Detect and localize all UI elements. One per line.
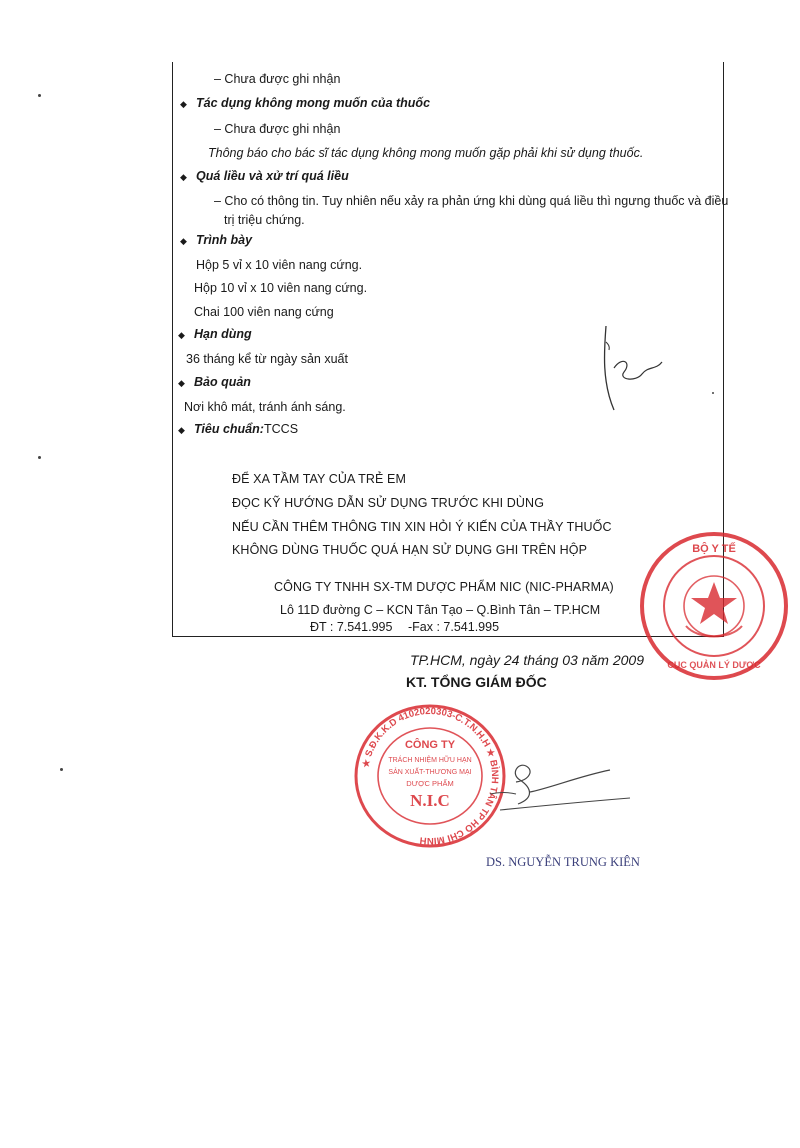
company-seal-ring-text: ★ S.Đ.K.K.D 4102020303-C.T.N.H.H ★ BÌNH TÂN TP HỒ CHÍ MINH: [360, 705, 501, 847]
signer-name: DS. NGUYỄN TRUNG KIÊN: [486, 855, 640, 869]
warning-line: NẾU CẦN THÊM THÔNG TIN XIN HỎI Ý KIẾN CỦA THẦY THUỐC: [232, 520, 612, 534]
scan-speck: [38, 94, 41, 97]
company-phone: ĐT : 7.541.995: [310, 620, 393, 634]
company-fax: -Fax : 7.541.995: [408, 620, 500, 634]
storage-heading: Bảo quản: [194, 375, 251, 389]
company-seal-line: SẢN XUẤT-THƯƠNG MẠI: [388, 769, 472, 776]
company-address: Lô 11D đường C – KCN Tân Tạo – Q.Bình Tân – TP.HCM: [280, 603, 601, 617]
company-seal-line: DƯỢC PHẨM: [406, 779, 454, 788]
date-line: TP.HCM, ngày 24 tháng 03 năm 2009: [410, 652, 645, 668]
presentation-item: Hộp 10 vỉ x 10 viên nang cứng.: [194, 281, 368, 295]
company-seal-line: CÔNG TY: [404, 739, 456, 751]
standard-value: TCCS: [264, 422, 299, 436]
warning-line: ĐỌC KỸ HƯỚNG DẪN SỬ DỤNG TRƯỚC KHI DÙNG: [232, 496, 545, 510]
bullet-diamond-icon: ◆: [178, 378, 185, 388]
company-name: CÔNG TY TNHH SX-TM DƯỢC PHẨM NIC (NIC-PHARMA): [274, 580, 614, 594]
overdose-text-line1: – Cho có thông tin. Tuy nhiên nếu xảy ra phản ứng khi dùng quá liều thì ngưng thuốc và điều: [214, 194, 729, 208]
storage-text: Nơi khô mát, tránh ánh sáng.: [184, 400, 346, 414]
standard-heading: Tiêu chuẩn:: [194, 422, 264, 436]
warning-line: ĐỂ XA TẦM TAY CỦA TRẺ EM: [232, 472, 406, 486]
ministry-of-health-seal: [622, 522, 800, 690]
ministry-seal-top-text: BỘ Y TẾ: [692, 543, 736, 555]
shelf-life-text: 36 tháng kể từ ngày sản xuất: [186, 352, 348, 366]
scan-speck: [38, 456, 41, 459]
handwritten-initial: [596, 322, 666, 412]
director-title: KT. TỔNG GIÁM ĐỐC: [406, 674, 547, 690]
presentation-heading: Trình bày: [196, 233, 253, 247]
undesirable-item: – Chưa được ghi nhận: [214, 122, 341, 136]
undesirable-heading: Tác dụng không mong muốn của thuốc: [196, 96, 431, 110]
undesirable-note: Thông báo cho bác sĩ tác dụng không mong muốn gặp phải khi sử dụng thuốc.: [208, 146, 644, 160]
bullet-diamond-icon: ◆: [178, 425, 185, 435]
bullet-diamond-icon: ◆: [180, 236, 187, 246]
overdose-text-line2: trị triệu chứng.: [224, 213, 305, 227]
side-effects-item: – Chưa được ghi nhận: [214, 72, 341, 86]
ministry-seal-bottom-text: CỤC QUẢN LÝ DƯỢC: [667, 660, 761, 670]
company-seal-line: N.I.C: [410, 791, 450, 810]
warning-line: KHÔNG DÙNG THUỐC QUÁ HẠN SỬ DỤNG GHI TRÊN HỘP: [232, 543, 588, 557]
overdose-heading: Quá liều và xử trí quá liều: [196, 169, 349, 183]
bullet-diamond-icon: ◆: [180, 99, 187, 109]
bullet-diamond-icon: ◆: [180, 172, 187, 182]
presentation-item: Hộp 5 vỉ x 10 viên nang cứng.: [196, 258, 363, 272]
shelf-life-heading: Hạn dùng: [194, 327, 252, 341]
scan-speck: [60, 768, 63, 771]
bullet-diamond-icon: ◆: [178, 330, 185, 340]
company-seal-line: TRÁCH NHIỆM HỮU HẠN: [388, 757, 472, 764]
presentation-item: Chai 100 viên nang cứng: [194, 305, 334, 319]
director-signature: [470, 752, 640, 832]
